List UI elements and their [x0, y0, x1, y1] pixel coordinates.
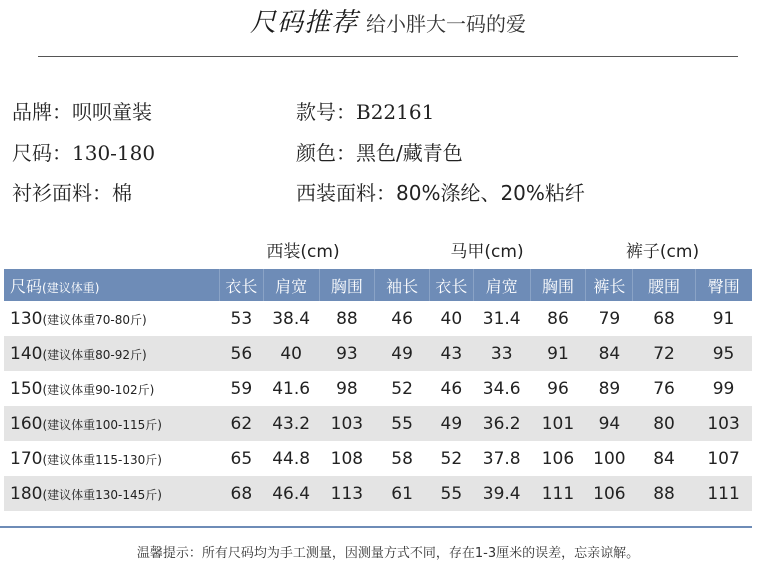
model-value: B22161 [356, 100, 435, 124]
size-cell: 180(建议体重130-145斤) [4, 476, 219, 511]
table-cell: 40 [440, 308, 463, 329]
table-cell: 53 [230, 308, 253, 329]
color-value: 黑色/藏青色 [356, 141, 463, 165]
bottom-divider [0, 526, 752, 528]
column-header: 肩宽 [263, 269, 319, 301]
size-cell: 140(建议体重80-92斤) [4, 336, 219, 371]
table-cell: 44.8 [272, 448, 311, 469]
table-cell: 79 [598, 308, 621, 329]
page-subtitle: 给小胖大一码的爱 [366, 12, 526, 36]
table-cell: 84 [586, 336, 633, 371]
group-header-suit: 西装(cm) [266, 242, 340, 262]
size-value: 130-180 [72, 141, 156, 165]
table-cell: 88 [336, 308, 358, 329]
column-header: 腰围 [633, 269, 695, 301]
table-cell: 43.2 [263, 406, 319, 441]
column-header: 裤长 [586, 269, 633, 301]
brand-label: 品牌： [12, 100, 72, 124]
suit-fabric-label: 西装面料： [296, 181, 396, 205]
column-header: 胸围 [319, 269, 375, 301]
table-cell: 43 [429, 336, 473, 371]
table-cell: 61 [375, 476, 430, 511]
table-cell: 96 [547, 378, 569, 399]
table-cell: 107 [707, 448, 740, 469]
table-row [4, 371, 752, 406]
suit-fabric-info [296, 177, 585, 206]
brand-info [12, 96, 152, 125]
table-cell: 49 [375, 336, 430, 371]
shirt-fabric-value: 棉 [112, 181, 132, 205]
shirt-fabric-info [12, 177, 132, 206]
table-cell: 111 [695, 476, 752, 511]
size-cell: 170(建议体重115-130斤) [10, 448, 162, 469]
table-cell: 36.2 [473, 406, 530, 441]
table-cell: 86 [547, 308, 569, 329]
table-cell: 58 [391, 448, 413, 469]
table-row [4, 336, 752, 371]
table-cell: 52 [391, 378, 413, 399]
table-cell: 95 [695, 336, 752, 371]
title-area [0, 2, 776, 39]
page-title: 尺码推荐 [249, 8, 358, 38]
table-cell: 49 [429, 406, 473, 441]
table-cell: 38.4 [272, 308, 311, 329]
color-label: 颜色： [296, 141, 356, 165]
size-label: 尺码： [12, 141, 72, 165]
size-table [4, 269, 752, 511]
table-cell: 55 [375, 406, 430, 441]
table-cell: 46.4 [263, 476, 319, 511]
size-info [12, 137, 155, 166]
table-cell: 91 [712, 308, 735, 329]
table-cell: 72 [633, 336, 695, 371]
table-row [4, 406, 752, 441]
table-cell: 106 [541, 448, 575, 469]
table-row [4, 441, 752, 476]
table-cell: 56 [219, 336, 263, 371]
table-cell: 84 [653, 448, 675, 469]
model-info [296, 96, 434, 125]
table-cell: 76 [653, 378, 675, 399]
size-column-header: 尺码(建议体重) [4, 269, 219, 301]
table-cell: 100 [593, 448, 626, 469]
footer-tip: 温馨提示：所有尺码均为手工测量，因测量方式不同，存在1-3厘米的误差，忘亲谅解。 [136, 546, 640, 561]
table-cell: 41.6 [272, 378, 311, 399]
table-cell: 108 [330, 448, 364, 469]
suit-fabric-value: 80%涤纶、20%粘纤 [396, 181, 585, 205]
table-cell: 98 [336, 378, 358, 399]
group-header-vest: 马甲(cm) [450, 242, 524, 262]
model-label: 款号： [296, 100, 356, 124]
column-header: 胸围 [530, 269, 586, 301]
table-cell: 68 [219, 476, 263, 511]
table-cell: 52 [440, 448, 463, 469]
table-cell: 34.6 [482, 378, 521, 399]
table-cell: 59 [230, 378, 253, 399]
table-cell: 111 [530, 476, 586, 511]
table-cell: 65 [230, 448, 253, 469]
group-header-pants: 裤子(cm) [625, 242, 700, 262]
table-cell: 68 [653, 308, 675, 329]
table-cell: 31.4 [482, 308, 521, 329]
table-row [4, 301, 752, 336]
table-cell: 103 [695, 406, 752, 441]
table-cell: 91 [530, 336, 586, 371]
table-cell: 113 [319, 476, 375, 511]
table-header-row [4, 269, 752, 301]
color-info [296, 137, 463, 166]
table-cell: 33 [473, 336, 530, 371]
column-header: 肩宽 [473, 269, 530, 301]
table-cell: 106 [586, 476, 633, 511]
table-row [4, 476, 752, 511]
table-cell: 88 [633, 476, 695, 511]
column-header: 袖长 [375, 269, 430, 301]
table-cell: 55 [429, 476, 473, 511]
table-cell: 46 [440, 378, 463, 399]
column-header: 臀围 [695, 269, 752, 301]
size-cell: 130(建议体重70-80斤) [10, 308, 147, 329]
table-cell: 101 [530, 406, 586, 441]
table-cell: 39.4 [473, 476, 530, 511]
title-divider [38, 56, 738, 57]
table-cell: 40 [263, 336, 319, 371]
table-cell: 46 [391, 308, 413, 329]
table-cell: 99 [712, 378, 735, 399]
column-header: 衣长 [429, 269, 473, 301]
table-cell: 80 [633, 406, 695, 441]
table-cell: 89 [598, 378, 621, 399]
shirt-fabric-label: 衬衫面料： [12, 181, 112, 205]
table-cell: 94 [586, 406, 633, 441]
brand-value: 呗呗童装 [72, 100, 152, 124]
table-cell: 37.8 [482, 448, 521, 469]
table-cell: 103 [319, 406, 375, 441]
size-cell: 150(建议体重90-102斤) [10, 378, 155, 399]
column-header: 衣长 [219, 269, 263, 301]
table-cell: 93 [319, 336, 375, 371]
size-cell: 160(建议体重100-115斤) [4, 406, 219, 441]
table-cell: 62 [219, 406, 263, 441]
